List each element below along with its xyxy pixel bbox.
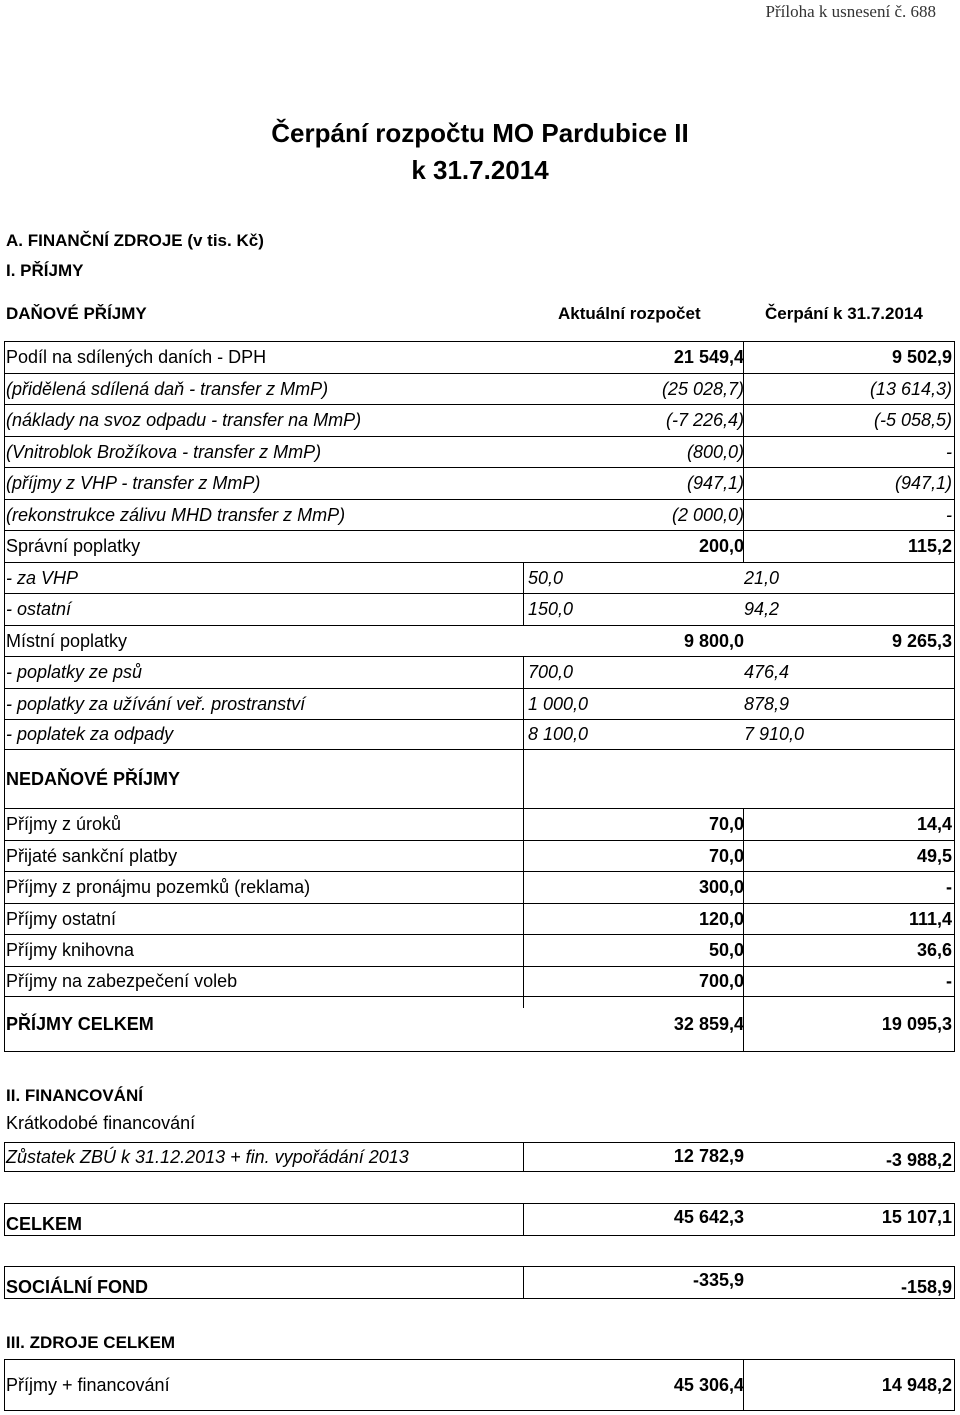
table-border-right xyxy=(954,341,955,1052)
row-label: Příjmy na zabezpečení voleb xyxy=(6,971,238,991)
table-row xyxy=(4,404,954,436)
short-term-financing-label: Krátkodobé financování xyxy=(6,1113,196,1133)
row-budget: (800,0) xyxy=(686,441,744,462)
row-budget: 21 549,4 xyxy=(673,347,744,367)
row-sub-spent: 94,2 xyxy=(744,599,780,619)
row-budget: 50,0 xyxy=(708,940,744,960)
table-border-right xyxy=(954,1359,955,1411)
row-sub-spent: 878,9 xyxy=(744,693,790,714)
row-label: - poplatky za užívání veř. prostranství xyxy=(6,693,306,714)
row-spent: (947,1) xyxy=(894,473,952,493)
row-spent: 15 107,1 xyxy=(881,1207,952,1227)
section-ii-heading: II. FINANCOVÁNÍ xyxy=(6,1086,143,1105)
row-label: (příjmy z VHP - transfer z MmP) xyxy=(6,473,261,493)
table-border-left xyxy=(4,341,5,1052)
row-sub-budget: 1 000,0 xyxy=(528,693,589,714)
section-iii-heading: III. ZDROJE CELKEM xyxy=(6,1333,176,1352)
table-row xyxy=(4,871,954,903)
row-label: Zůstatek ZBÚ k 31.12.2013 + fin. vypořádání 2013 xyxy=(6,1146,409,1167)
row-sub-spent: 476,4 xyxy=(744,662,790,682)
row-sub-budget: 700,0 xyxy=(528,662,574,682)
row-spent: 19 095,3 xyxy=(881,1013,952,1034)
row-budget: 700,0 xyxy=(698,971,744,991)
table-row xyxy=(4,467,954,499)
table-row xyxy=(4,808,954,840)
table-border-mid xyxy=(523,656,524,1008)
row-spent: 49,5 xyxy=(916,845,952,866)
table-border-left xyxy=(4,1142,5,1172)
row-budget: 200,0 xyxy=(698,536,744,556)
table-row xyxy=(4,436,954,467)
table-row-balance xyxy=(4,1142,954,1172)
row-spent: 14,4 xyxy=(916,814,952,834)
nontax-heading: NEDAŇOVÉ PŘÍJMY xyxy=(6,768,181,789)
section-i-heading: I. PŘÍJMY xyxy=(6,261,84,280)
table-border-mid xyxy=(743,1359,744,1411)
table-border-mid xyxy=(523,1203,524,1236)
row-label: Příjmy ostatní xyxy=(6,908,117,929)
row-label: SOCIÁLNÍ FOND xyxy=(6,1277,148,1297)
table-border-left xyxy=(4,1266,5,1299)
table-row xyxy=(4,934,954,966)
row-label: Příjmy z úroků xyxy=(6,814,122,834)
table-border-left xyxy=(4,1203,5,1236)
table-row xyxy=(4,966,954,996)
header-spent: Čerpání k 31.7.2014 xyxy=(765,304,923,323)
row-spent: 9 502,9 xyxy=(891,347,952,367)
row-budget: 12 782,9 xyxy=(673,1146,744,1166)
row-label: - za VHP xyxy=(6,567,79,588)
row-label: (přidělená sdílená daň - transfer z MmP) xyxy=(6,378,329,399)
row-label: Příjmy + financování xyxy=(6,1374,170,1395)
row-budget: 120,0 xyxy=(698,908,744,929)
table-row xyxy=(4,903,954,934)
table-border-left xyxy=(4,1359,5,1411)
table-row-total xyxy=(4,1203,954,1236)
table-border-mid xyxy=(743,808,744,1052)
row-spent: -3 988,2 xyxy=(885,1150,952,1170)
row-label: PŘÍJMY CELKEM xyxy=(6,1013,154,1034)
row-sub-budget: 50,0 xyxy=(528,567,564,588)
row-label: (rekonstrukce zálivu MHD transfer z MmP) xyxy=(6,504,346,525)
table-row-total-income xyxy=(4,996,954,1052)
row-budget: 300,0 xyxy=(698,877,744,897)
table-row xyxy=(4,625,954,656)
row-label: - ostatní xyxy=(6,599,72,619)
table-row xyxy=(4,499,954,530)
row-sub-budget: 8 100,0 xyxy=(528,724,589,744)
row-label: CELKEM xyxy=(6,1214,82,1234)
row-budget: 9 800,0 xyxy=(683,630,744,651)
row-label: Příjmy knihovna xyxy=(6,940,135,960)
row-spent: 36,6 xyxy=(916,940,952,960)
page-title: Čerpání rozpočtu MO Pardubice II xyxy=(271,118,689,148)
row-spent: 14 948,2 xyxy=(881,1374,952,1395)
row-spent: (-5 058,5) xyxy=(873,410,952,430)
row-budget: 45 306,4 xyxy=(673,1374,744,1395)
row-spent: - xyxy=(946,877,952,897)
row-sub-spent: 7 910,0 xyxy=(744,724,805,744)
header-tax-income: DAŇOVÉ PŘÍJMY xyxy=(6,304,147,323)
table-border-mid xyxy=(523,1142,524,1172)
row-spent: (13 614,3) xyxy=(869,378,952,399)
table-row xyxy=(4,341,954,373)
row-spent: - xyxy=(946,441,952,462)
table-border-right xyxy=(954,1266,955,1299)
table-row xyxy=(4,656,954,688)
row-budget: (25 028,7) xyxy=(661,378,744,399)
row-sub-spent: 21,0 xyxy=(744,567,780,588)
row-label: - poplatky ze psů xyxy=(6,662,143,682)
header-budget: Aktuální rozpočet xyxy=(558,304,701,323)
annex-note: Příloha k usnesení č. 688 xyxy=(765,2,936,21)
row-budget: 70,0 xyxy=(708,814,744,834)
row-label: Podíl na sdílených daních - DPH xyxy=(6,347,267,367)
row-spent: - xyxy=(946,971,952,991)
table-border-right xyxy=(954,1203,955,1236)
row-budget: (947,1) xyxy=(686,473,744,493)
table-row xyxy=(4,688,954,719)
row-spent: 9 265,3 xyxy=(891,630,952,651)
row-label: Místní poplatky xyxy=(6,630,128,651)
row-spent: -158,9 xyxy=(900,1277,952,1297)
table-border-mid xyxy=(743,341,744,562)
row-spent: - xyxy=(946,504,952,525)
row-label: Příjmy z pronájmu pozemků (reklama) xyxy=(6,877,311,897)
page-subtitle-date: k 31.7.2014 xyxy=(411,155,549,185)
table-border-right xyxy=(954,1142,955,1172)
row-budget: 32 859,4 xyxy=(673,1013,744,1034)
table-row xyxy=(4,593,954,625)
table-row-nontax-header xyxy=(4,749,954,808)
table-row-social-fund xyxy=(4,1266,954,1299)
table-row-grand-total xyxy=(4,1359,954,1411)
row-budget: (-7 226,4) xyxy=(665,410,744,430)
table-border-mid xyxy=(523,562,524,625)
row-budget: 45 642,3 xyxy=(673,1207,744,1227)
row-sub-budget: 150,0 xyxy=(528,599,574,619)
table-row xyxy=(4,530,954,562)
row-spent: 111,4 xyxy=(908,908,952,929)
row-label: (náklady na svoz odpadu - transfer na MmP) xyxy=(6,410,362,430)
row-spent: 115,2 xyxy=(907,536,952,556)
table-row xyxy=(4,562,954,593)
row-label: Správní poplatky xyxy=(6,536,141,556)
row-budget: -335,9 xyxy=(692,1270,744,1290)
section-a-heading: A. FINANČNÍ ZDROJE (v tis. Kč) xyxy=(6,231,264,250)
table-row xyxy=(4,840,954,871)
row-budget: (2 000,0) xyxy=(671,504,744,525)
row-label: (Vnitroblok Brožíkova - transfer z MmP) xyxy=(6,441,322,462)
table-border-mid xyxy=(523,1266,524,1299)
table-row xyxy=(4,373,954,404)
row-label: Přijaté sankční platby xyxy=(6,845,178,866)
table-row xyxy=(4,719,954,749)
row-budget: 70,0 xyxy=(708,845,744,866)
row-label: - poplatek za odpady xyxy=(6,724,174,744)
